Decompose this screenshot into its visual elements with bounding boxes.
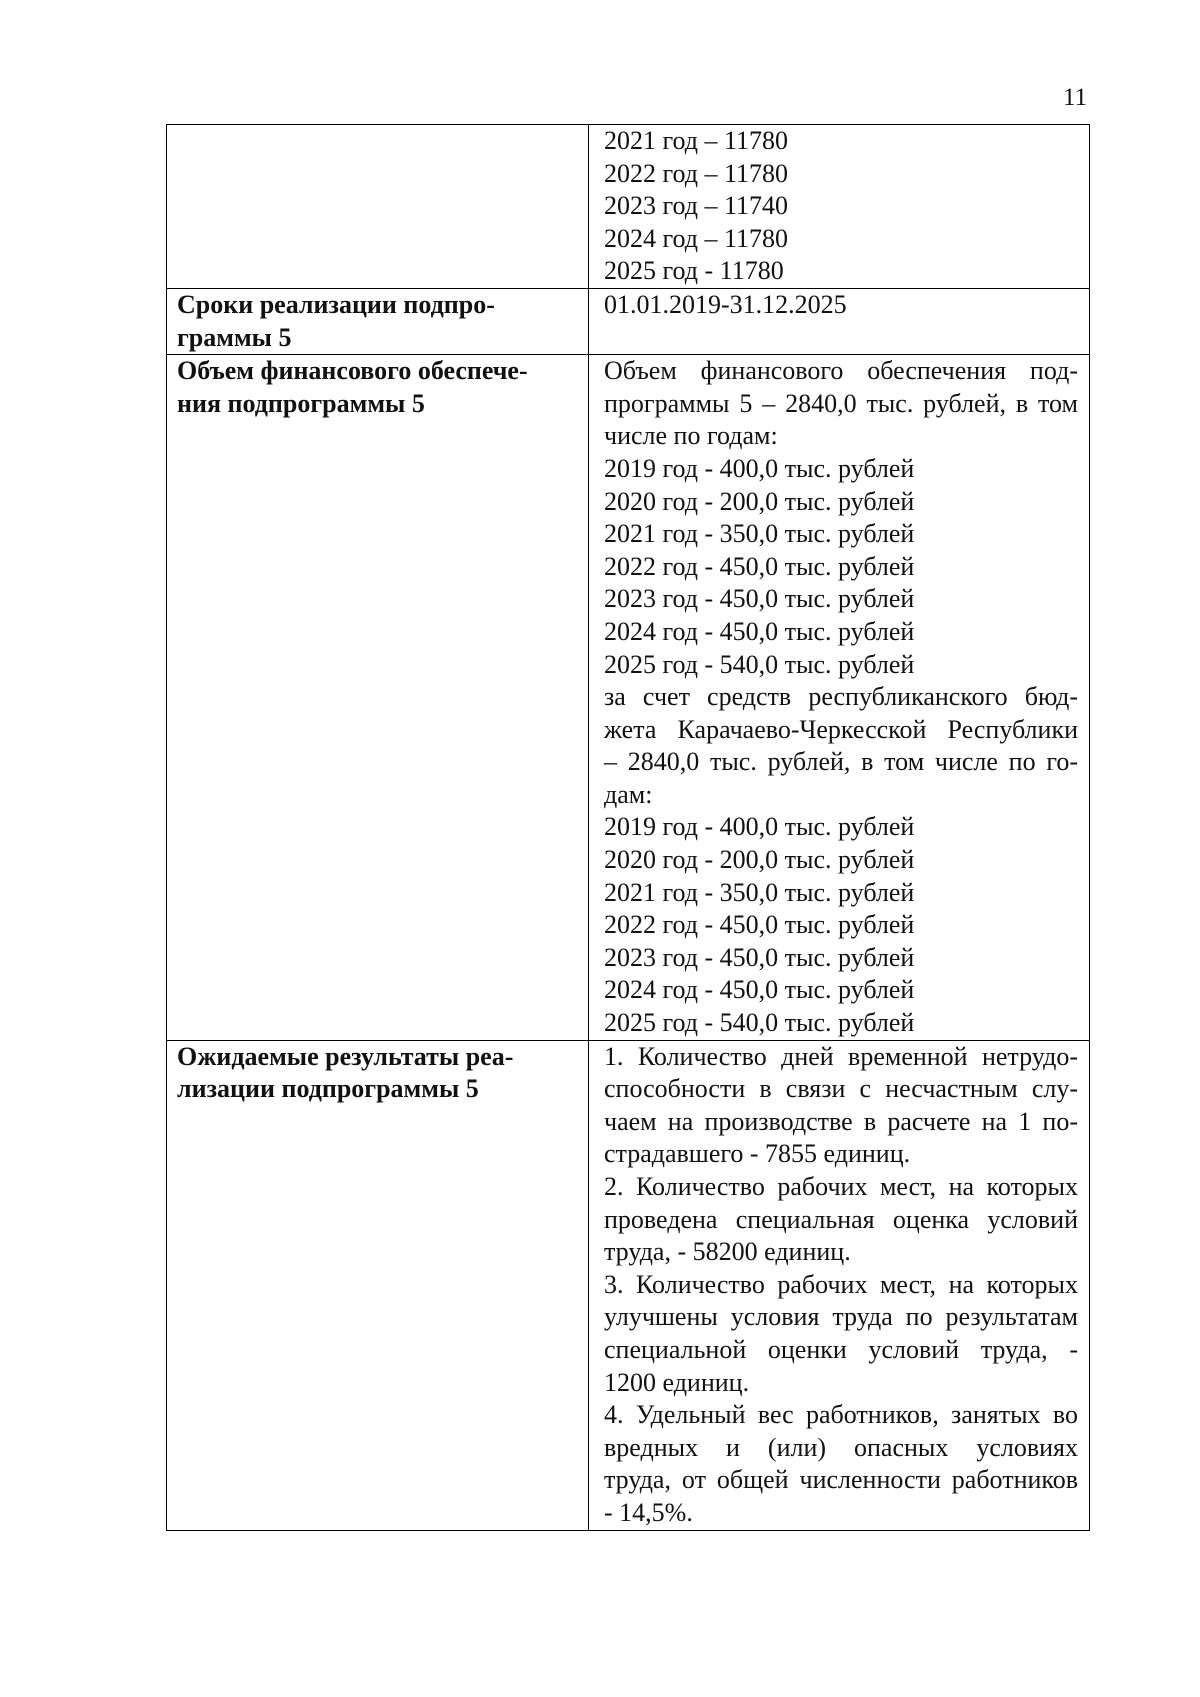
value-cell-indicator-years <box>589 125 1090 289</box>
text-line: труда, от общей численности работников <box>604 1465 1078 1495</box>
label-line: Объем финансового обеспече- <box>177 356 528 386</box>
label-cell-implementation-period <box>167 288 589 354</box>
text-line: 2024 год - 450,0 тыс. рублей <box>604 616 915 646</box>
table-row <box>167 1040 1090 1530</box>
text-line: 2025 год - 540,0 тыс. рублей <box>604 649 915 679</box>
text-line: Объем финансового обеспечения под- <box>604 356 1078 386</box>
text-line: 2023 год – 11740 <box>604 191 789 221</box>
text-line: 2. Количество рабочих мест, на которых <box>604 1172 1078 1201</box>
table-row <box>167 125 1090 289</box>
text-line: 2025 год - 11780 <box>604 256 784 286</box>
label-line: Сроки реализации подпро- <box>177 289 495 319</box>
page-number: 11 <box>1063 84 1088 111</box>
text-line: - 14,5%. <box>604 1497 693 1527</box>
text-line: 2021 год - 350,0 тыс. рублей <box>604 519 915 549</box>
text-line: труда, - 58200 единиц. <box>604 1237 851 1267</box>
label-line: Ожидаемые результаты реа- <box>177 1041 514 1071</box>
text-line: 2022 год - 450,0 тыс. рублей <box>604 551 915 581</box>
text-line: числе по годам: <box>604 421 778 451</box>
text-line: за счет средств республиканского бюд- <box>604 682 1078 712</box>
text-line: 2024 год – 11780 <box>604 223 789 253</box>
value-cell-expected-results <box>589 1040 1090 1530</box>
text-line: 01.01.2019-31.12.2025 <box>604 289 847 319</box>
subprogram-passport-table <box>166 124 1090 1531</box>
value-cell-funding-volume <box>589 355 1090 1040</box>
text-line: – 2840,0 тыс. рублей, в том числе по го- <box>604 747 1078 777</box>
text-line: 2022 год – 11780 <box>604 158 789 188</box>
text-line: 1. Количество дней временной нетрудо- <box>604 1041 1078 1071</box>
text-line: специальной оценки условий труда, - <box>604 1334 1078 1364</box>
label-line: ния подпрограммы 5 <box>177 388 425 418</box>
text-line: 2019 год - 400,0 тыс. рублей <box>604 453 915 483</box>
text-line: дам: <box>604 779 653 809</box>
text-line: 2019 год - 400,0 тыс. рублей <box>604 812 915 842</box>
text-line: 2023 год - 450,0 тыс. рублей <box>604 942 915 972</box>
text-line: 2023 год - 450,0 тыс. рублей <box>604 584 915 614</box>
text-line: 2022 год - 450,0 тыс. рублей <box>604 910 915 940</box>
label-cell-funding-volume <box>167 355 589 1040</box>
table-row <box>167 355 1090 1040</box>
value-cell-implementation-period <box>589 288 1090 354</box>
text-line: вредных и (или) опасных условиях <box>604 1432 1078 1462</box>
text-line: проведена специальная оценка условий <box>604 1204 1078 1234</box>
label-cell-empty <box>167 125 589 289</box>
text-line: улучшены условия труда по результатам <box>604 1302 1078 1332</box>
label-line: граммы 5 <box>177 322 292 352</box>
text-line: 2020 год - 200,0 тыс. рублей <box>604 845 915 875</box>
text-line: 2024 год - 450,0 тыс. рублей <box>604 975 915 1005</box>
text-line: жета Карачаево-Черкесской Республики <box>604 714 1078 744</box>
label-cell-expected-results <box>167 1040 589 1530</box>
text-line: 2021 год – 11780 <box>604 126 789 155</box>
text-line: 2021 год - 350,0 тыс. рублей <box>604 877 915 907</box>
label-line: лизации подпрограммы 5 <box>177 1074 479 1104</box>
table-row <box>167 288 1090 354</box>
text-line: способности в связи с несчастным слу- <box>604 1074 1078 1104</box>
text-line: страдавшего - 7855 единиц. <box>604 1139 911 1169</box>
text-line: 4. Удельный вес работников, занятых во <box>604 1400 1078 1430</box>
text-line: 2020 год - 200,0 тыс. рублей <box>604 486 915 516</box>
text-line: 3. Количество рабочих мест, на которых <box>604 1269 1078 1299</box>
text-line: программы 5 – 2840,0 тыс. рублей, в том <box>604 388 1078 418</box>
text-line: 2025 год - 540,0 тыс. рублей <box>604 1008 915 1038</box>
text-line: 1200 единиц. <box>604 1367 750 1397</box>
text-line: чаем на производстве в расчете на 1 по- <box>604 1106 1078 1136</box>
